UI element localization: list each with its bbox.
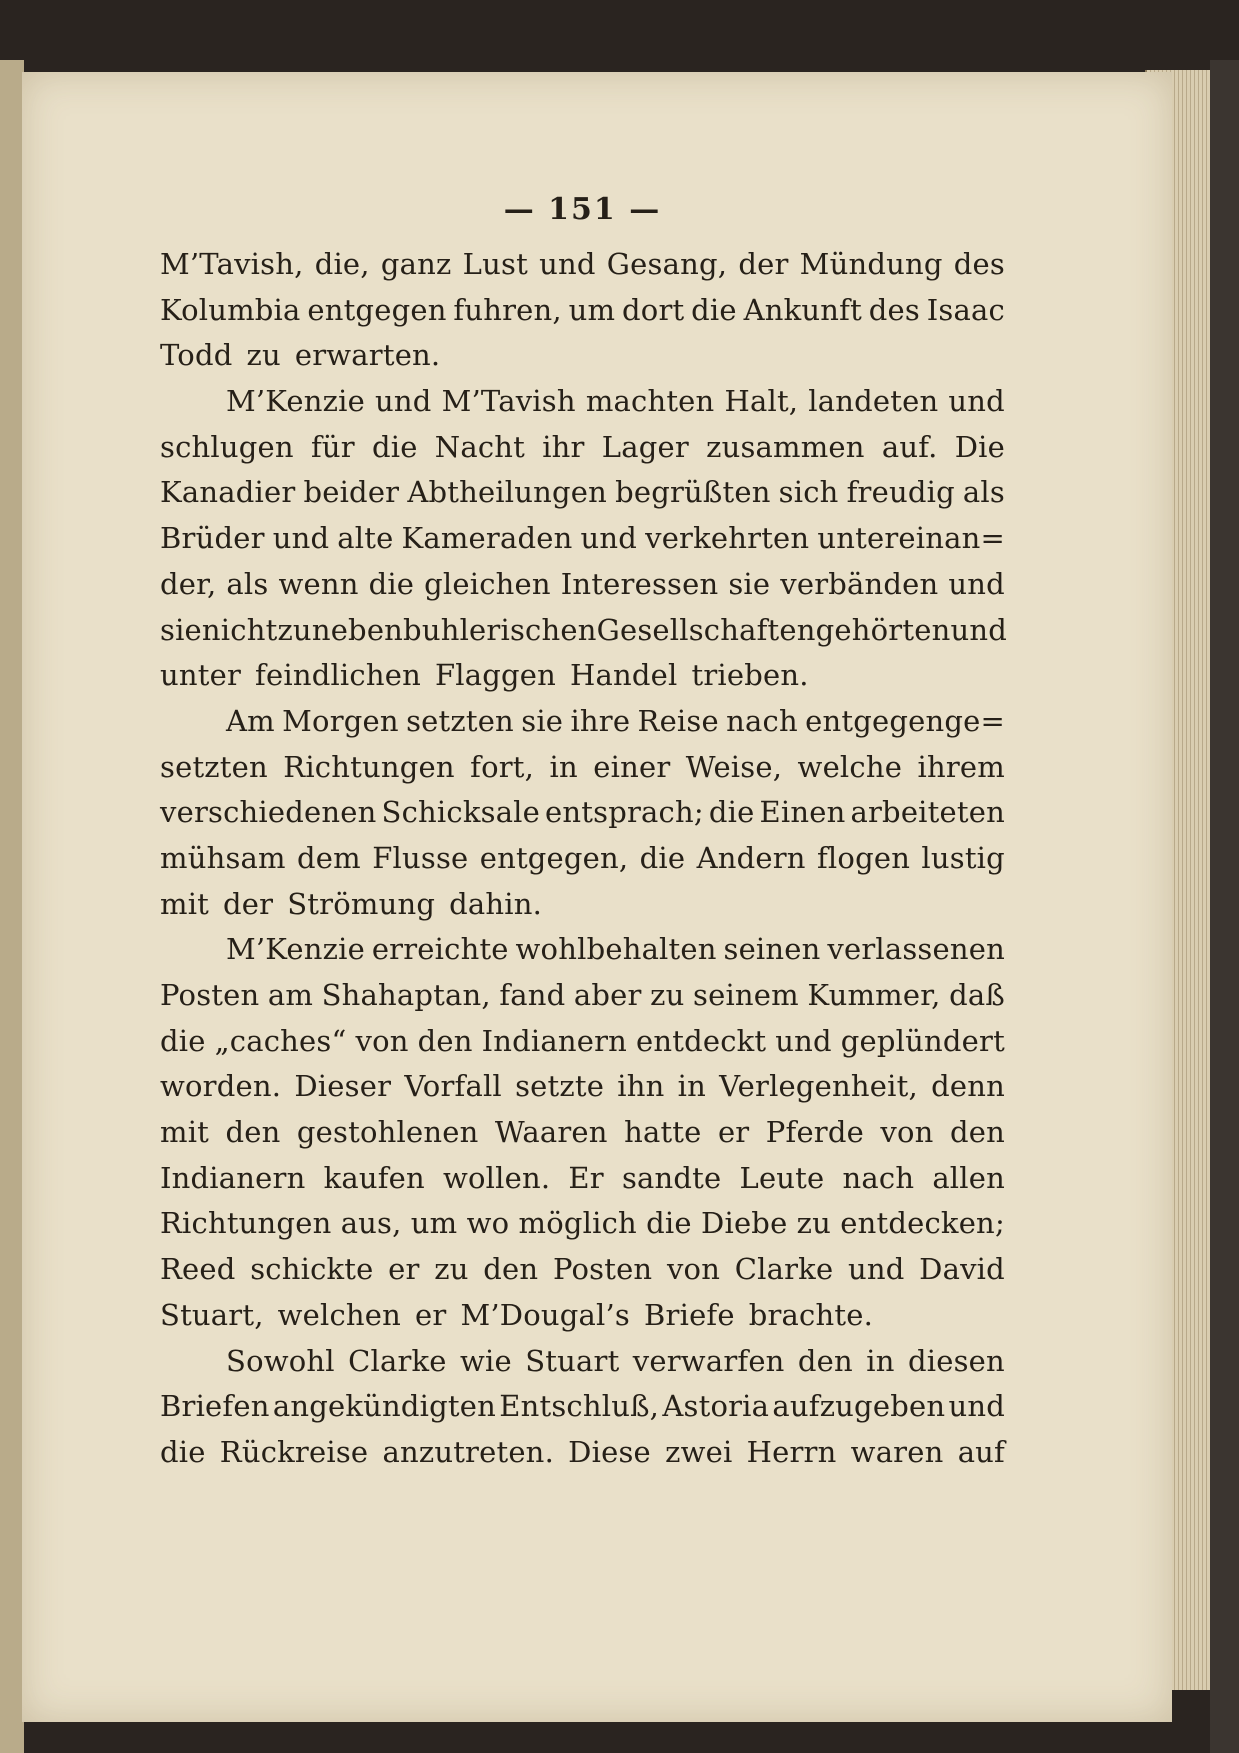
word: schickte xyxy=(250,1252,374,1287)
text-line xyxy=(160,379,1005,425)
word: den xyxy=(949,1115,1005,1150)
word: verschiedenen xyxy=(160,795,377,830)
word: von xyxy=(666,1252,721,1287)
paragraph xyxy=(160,699,1005,927)
word: möglich xyxy=(518,1206,637,1241)
word: hatte xyxy=(624,1115,702,1150)
word: setzten xyxy=(406,703,514,738)
word: einer xyxy=(593,749,671,784)
word: Reise xyxy=(637,703,719,738)
word: beider xyxy=(303,475,400,510)
word: geplündert xyxy=(840,1023,1005,1058)
word: mit xyxy=(160,886,210,921)
word: mit xyxy=(160,1115,210,1150)
word: die, xyxy=(314,247,370,281)
word: zusammen xyxy=(706,429,865,464)
text-line xyxy=(160,562,1005,608)
word: Kummer, xyxy=(807,978,941,1012)
word: Handel xyxy=(570,658,678,693)
word: brachte. xyxy=(748,1297,874,1332)
text-line xyxy=(160,1293,1005,1339)
word: kaufen xyxy=(323,1160,425,1195)
word: denn xyxy=(931,1069,1005,1104)
text-line xyxy=(160,1430,1005,1476)
word: Leute xyxy=(739,1160,825,1195)
word: der, xyxy=(160,566,217,601)
text-line xyxy=(160,653,1005,699)
word: M’Kenzie xyxy=(226,932,365,967)
word: in xyxy=(549,749,578,784)
word: anzutreten. xyxy=(382,1434,554,1469)
word: die xyxy=(160,1023,206,1058)
word: Astoria xyxy=(662,1389,770,1424)
page-text-block xyxy=(160,190,1005,1476)
word: Entschluß, xyxy=(499,1389,660,1424)
word: Kameraden xyxy=(401,521,573,556)
word: Gesellschaften xyxy=(596,612,816,647)
word: zu xyxy=(434,1252,469,1287)
word: und xyxy=(272,521,330,556)
text-line xyxy=(160,973,1005,1019)
word: von xyxy=(880,1115,934,1150)
word: der xyxy=(738,247,789,281)
word: wie xyxy=(460,1343,512,1378)
word: Pferde xyxy=(765,1115,864,1150)
word: dahin. xyxy=(449,886,543,921)
word: verkehrten xyxy=(645,521,810,556)
word: und xyxy=(950,612,1007,647)
word: diesen xyxy=(907,1343,1005,1378)
word: Clarke xyxy=(348,1343,447,1378)
word: Richtungen xyxy=(160,1206,332,1241)
text-line xyxy=(160,1339,1005,1385)
word: Clarke xyxy=(734,1252,834,1287)
text-line xyxy=(160,1384,1005,1430)
word: Sowohl xyxy=(226,1343,335,1378)
word: lustig xyxy=(921,840,1005,875)
text-line xyxy=(160,1064,1005,1110)
word: fuhren, xyxy=(453,292,562,327)
word: Indianern xyxy=(160,1160,306,1195)
word: Mündung xyxy=(799,247,943,281)
paragraph xyxy=(160,242,1005,379)
word: Kanadier xyxy=(160,475,296,510)
word: David xyxy=(919,1252,1005,1287)
word: um xyxy=(568,292,616,327)
text-line xyxy=(160,516,1005,562)
word: um xyxy=(410,1206,458,1241)
word: gehörten xyxy=(815,612,951,647)
word: und xyxy=(948,1389,1005,1424)
word: die xyxy=(691,292,737,327)
word: am xyxy=(267,978,314,1012)
word: Briefen xyxy=(160,1389,270,1424)
word: nach xyxy=(726,703,798,738)
word: in xyxy=(677,1069,706,1104)
word: M’Tavish xyxy=(441,384,576,419)
text-line xyxy=(160,1019,1005,1065)
word: Herrn xyxy=(746,1434,837,1469)
word: des xyxy=(868,292,920,327)
word: allen xyxy=(932,1160,1005,1195)
word: zu xyxy=(796,1206,832,1241)
word: Flusse xyxy=(372,840,469,875)
word: ihre xyxy=(570,703,631,738)
word: Shahaptan, xyxy=(321,978,491,1012)
word: die xyxy=(646,1206,692,1241)
word: Morgen xyxy=(282,703,399,738)
word: sandte xyxy=(621,1160,722,1195)
word: Briefe xyxy=(644,1297,735,1332)
word: Reed xyxy=(160,1252,236,1287)
word: setzte xyxy=(515,1069,605,1104)
text-line xyxy=(160,470,1005,516)
text-line xyxy=(160,1156,1005,1202)
word: Vorfall xyxy=(404,1069,502,1104)
word: Kolumbia xyxy=(160,292,301,327)
word: Stuart, xyxy=(160,1297,264,1332)
word: Einen xyxy=(759,795,846,830)
word: begrüßten xyxy=(615,475,771,510)
word: Nacht xyxy=(434,429,526,464)
text-line xyxy=(160,425,1005,471)
word: entgegen xyxy=(307,292,447,327)
word: den xyxy=(225,1115,281,1150)
word: wenn xyxy=(278,566,359,601)
word: für xyxy=(310,429,355,464)
word: entdeckt xyxy=(636,1023,767,1058)
word: ganz xyxy=(380,247,452,281)
word: arbeiteten xyxy=(850,795,1005,830)
word: Strömung xyxy=(287,886,436,921)
word: Andern xyxy=(696,840,806,875)
word: entdecken; xyxy=(840,1206,1005,1241)
word: in xyxy=(866,1343,895,1378)
text-line xyxy=(160,608,1005,654)
word: Abtheilungen xyxy=(407,475,608,510)
word: Stuart xyxy=(525,1343,620,1378)
word: nicht xyxy=(201,612,278,647)
word: aus, xyxy=(340,1206,402,1241)
word: welchen xyxy=(277,1297,402,1332)
word: sie xyxy=(728,566,771,601)
word: verwarfen xyxy=(632,1343,785,1378)
word: erreichte xyxy=(371,932,509,967)
word: als xyxy=(962,475,1005,510)
word: Dieser xyxy=(294,1069,392,1104)
text-line xyxy=(160,927,1005,973)
word: Posten xyxy=(552,1252,653,1287)
word: gleichen xyxy=(424,566,551,601)
word: den xyxy=(483,1252,539,1287)
paragraph xyxy=(160,1339,1005,1476)
word: den xyxy=(417,1023,473,1058)
word: die xyxy=(160,1434,206,1469)
word: und xyxy=(375,384,432,419)
word: Waaren xyxy=(494,1115,608,1150)
word: Lager xyxy=(601,429,689,464)
word: Er xyxy=(568,1160,604,1195)
word: aber xyxy=(573,978,642,1012)
word: mühsam xyxy=(160,840,286,875)
word: sie xyxy=(521,703,564,738)
word: die xyxy=(371,429,418,464)
word: verlassenen xyxy=(827,932,1005,967)
word: angekündigten xyxy=(272,1389,496,1424)
word: als xyxy=(226,566,269,601)
word: Indianern xyxy=(481,1023,628,1058)
word: Todd xyxy=(160,338,233,373)
word: und xyxy=(539,247,596,281)
word: Lust xyxy=(462,247,528,281)
word: er xyxy=(415,1297,447,1332)
word: wohlbehalten xyxy=(515,932,717,967)
word: der xyxy=(223,886,274,921)
word: Gesang, xyxy=(606,247,728,281)
word: feindlichen xyxy=(255,658,421,693)
paragraph xyxy=(160,379,1005,699)
word: worden. xyxy=(160,1069,282,1104)
word: dort xyxy=(622,292,685,327)
text-line xyxy=(160,242,1005,288)
word: zu xyxy=(246,338,281,373)
word: seinem xyxy=(693,978,799,1012)
word: M’Kenzie xyxy=(226,384,365,419)
word: Isaac xyxy=(926,292,1005,327)
word: Rückreise xyxy=(219,1434,369,1469)
word: nebenbuhlerischen xyxy=(311,612,597,647)
text-line xyxy=(160,1110,1005,1156)
word: setzten xyxy=(160,749,268,784)
text-line xyxy=(160,882,1005,928)
word: auf. xyxy=(881,429,938,464)
word: welche xyxy=(797,749,903,784)
word: dem xyxy=(297,840,361,875)
word: Die xyxy=(954,429,1005,464)
word: Am xyxy=(226,703,275,738)
word: zu xyxy=(277,612,312,647)
word: und xyxy=(847,1252,905,1287)
text-line xyxy=(160,836,1005,882)
word: nach xyxy=(842,1160,915,1195)
text-line xyxy=(160,745,1005,791)
text-line xyxy=(160,699,1005,745)
word: von xyxy=(355,1023,409,1058)
word: Schicksale xyxy=(381,795,541,830)
body-text xyxy=(160,242,1005,1476)
word: ihn xyxy=(617,1069,665,1104)
word: trieben. xyxy=(691,658,809,693)
word: alte xyxy=(337,521,394,556)
word: Brüder xyxy=(160,521,265,556)
text-line xyxy=(160,1201,1005,1247)
word: die xyxy=(368,566,415,601)
text-line xyxy=(160,790,1005,836)
word: wollen. xyxy=(442,1160,551,1195)
word: Diebe xyxy=(701,1206,788,1241)
text-line xyxy=(160,288,1005,334)
word: Halt, xyxy=(724,384,799,419)
word: sie xyxy=(160,612,202,647)
word: ihr xyxy=(542,429,585,464)
word: Ankunft xyxy=(743,292,862,327)
book-cover-edge xyxy=(1210,60,1239,1753)
word: daß xyxy=(949,978,1005,1012)
word: flogen xyxy=(817,840,911,875)
word: er xyxy=(388,1252,420,1287)
word: landeten xyxy=(808,384,939,419)
word: zu xyxy=(650,978,685,1012)
word: die xyxy=(639,840,686,875)
word: und xyxy=(775,1023,832,1058)
binding-edge xyxy=(0,60,24,1753)
word: Posten xyxy=(160,978,260,1012)
word: „caches“ xyxy=(214,1023,347,1058)
word: auf xyxy=(957,1434,1005,1469)
word: wo xyxy=(466,1206,510,1241)
text-line xyxy=(160,1247,1005,1293)
paragraph xyxy=(160,927,1005,1338)
word: zwei xyxy=(665,1434,733,1469)
word: Richtungen xyxy=(283,749,455,784)
word: erwarten. xyxy=(294,338,441,373)
word: verbänden xyxy=(780,566,939,601)
word: und xyxy=(948,566,1005,601)
word: M’Tavish, xyxy=(160,247,304,281)
word: seinen xyxy=(723,932,821,967)
word: Weise, xyxy=(685,749,783,784)
word: fand xyxy=(499,978,566,1012)
word: unter xyxy=(160,658,242,693)
word: schlugen xyxy=(160,429,294,464)
word: entsprach; xyxy=(545,795,704,830)
word: entgegen, xyxy=(479,840,629,875)
word: Diese xyxy=(568,1434,651,1469)
word: aufzugeben xyxy=(772,1389,946,1424)
word: des xyxy=(953,247,1005,281)
word: den xyxy=(797,1343,853,1378)
word: waren xyxy=(850,1434,944,1469)
word: Interessen xyxy=(560,566,719,601)
word: und xyxy=(580,521,638,556)
page-number-header: — 151 — xyxy=(503,192,662,227)
word: M’Dougal’s xyxy=(460,1297,631,1332)
text-line xyxy=(160,333,1005,379)
word: fort, xyxy=(470,749,535,784)
word: er xyxy=(717,1115,750,1150)
word: die xyxy=(708,795,755,830)
word: Verlegenheit, xyxy=(719,1069,918,1104)
word: entgegenge= xyxy=(805,703,1005,738)
word: untereinan= xyxy=(817,521,1005,556)
word: machten xyxy=(585,384,715,419)
word: sich xyxy=(778,475,839,510)
word: gestohlenen xyxy=(296,1115,479,1150)
word: ihrem xyxy=(917,749,1005,784)
word: Flaggen xyxy=(434,658,557,693)
word: und xyxy=(948,384,1005,419)
word: freudig xyxy=(846,475,955,510)
